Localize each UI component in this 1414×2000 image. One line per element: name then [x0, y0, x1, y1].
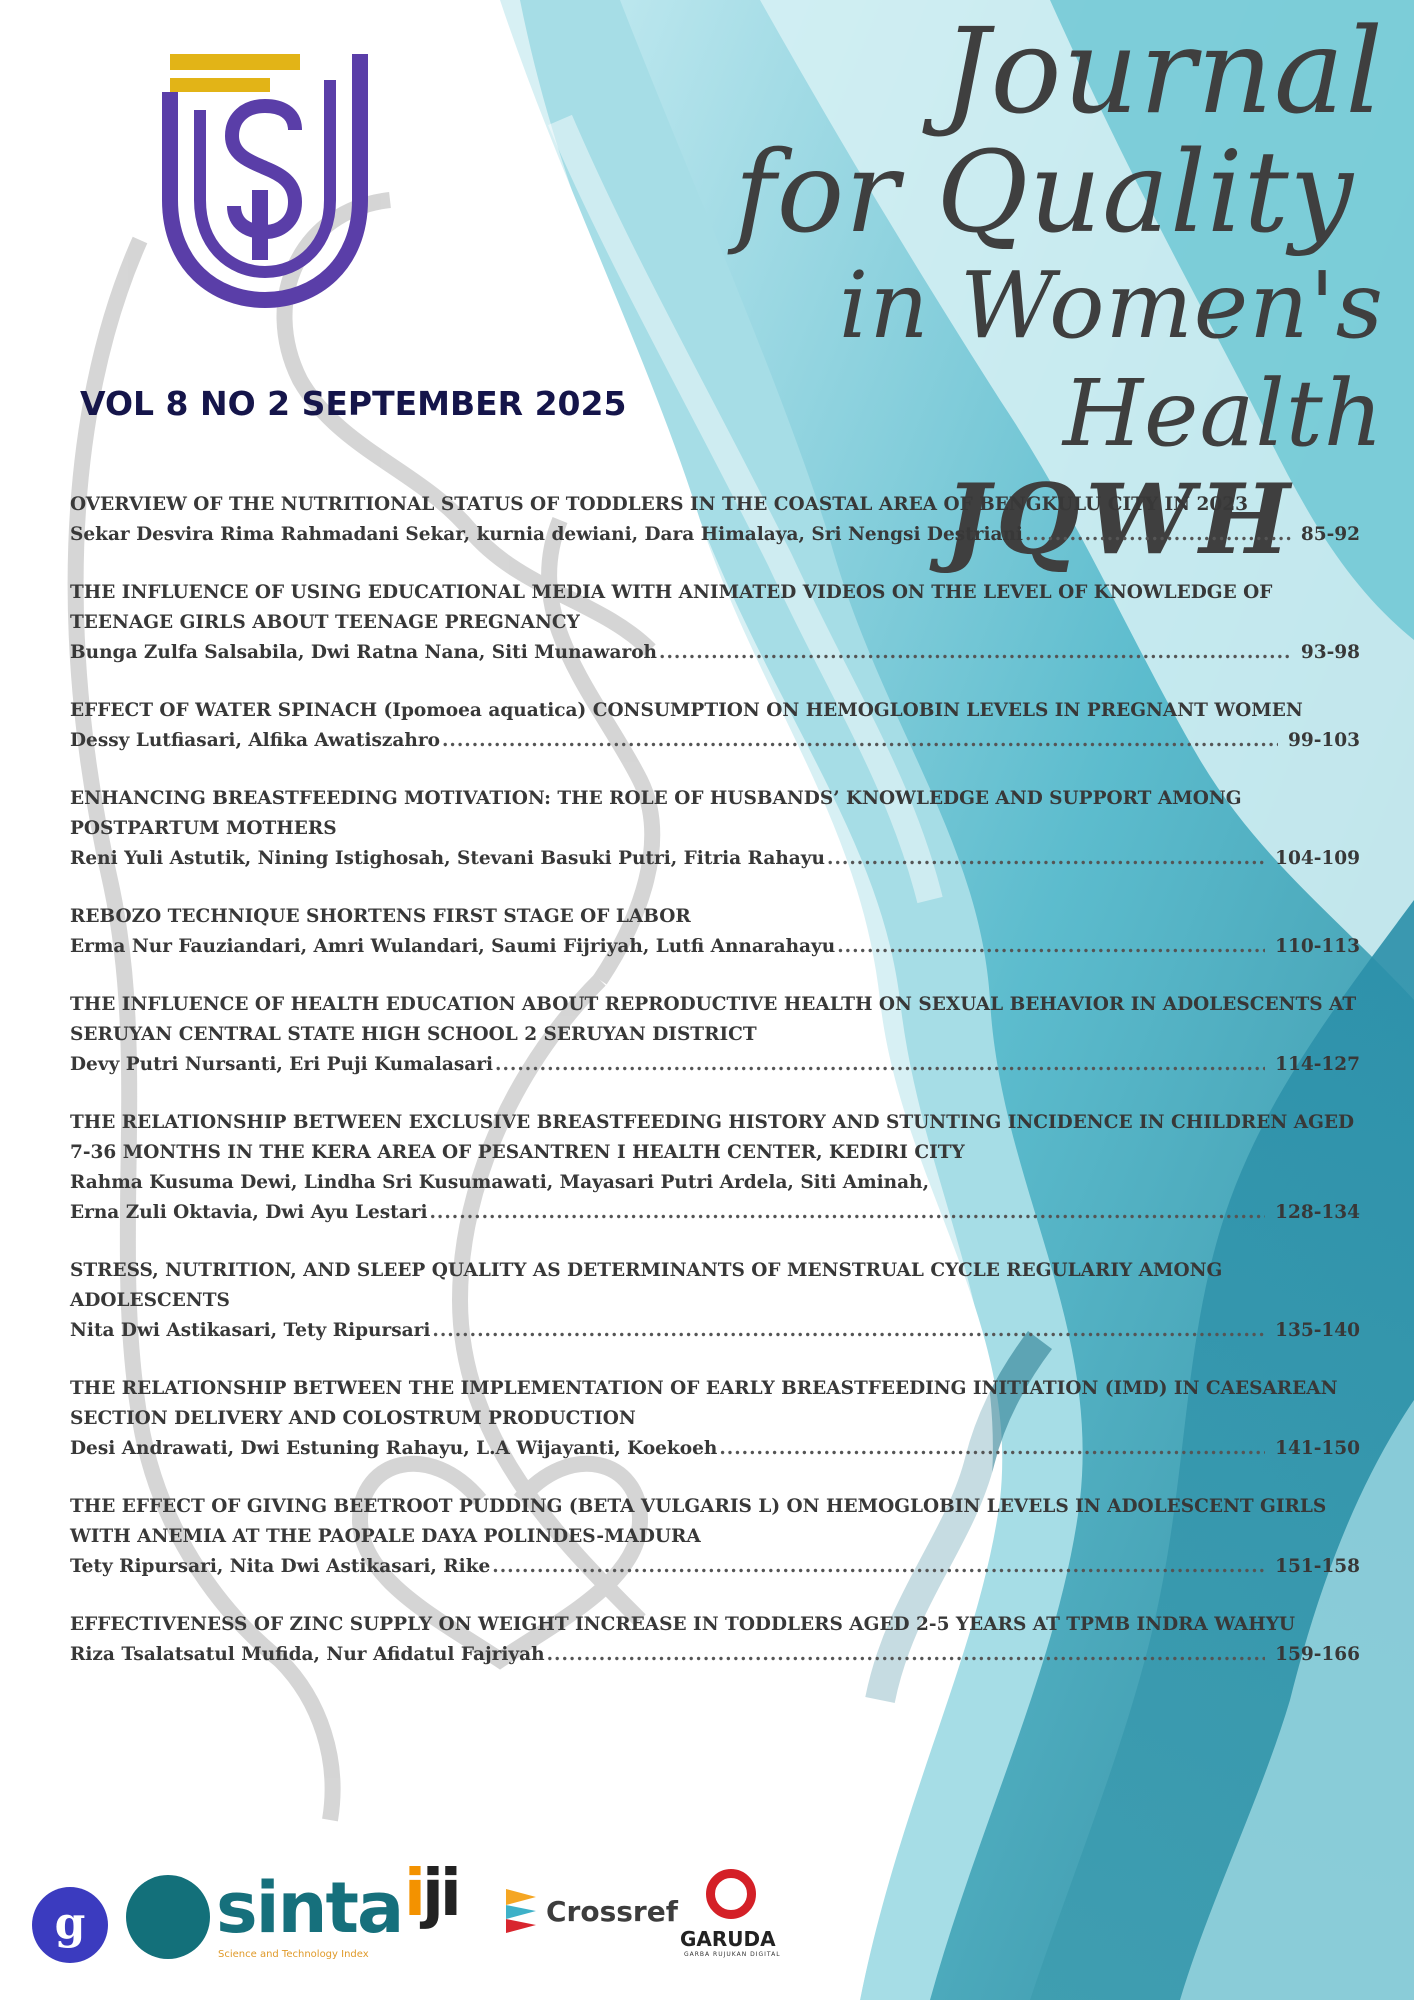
indexing-logos	[0, 1855, 820, 1975]
iji-logo-rest: ji	[421, 1857, 458, 1931]
article-pages: 159-166	[1275, 1644, 1360, 1665]
sinta-logo[interactable]: sinta	[216, 1867, 403, 1949]
article-pages: 93-98	[1300, 642, 1360, 663]
article-authors: Erna Zuli Oktavia, Dwi Ayu Lestari	[70, 1202, 428, 1223]
article-title[interactable]: THE RELATIONSHIP BETWEEN EXCLUSIVE BREASTFEEDING HISTORY AND STUNTING INCIDENCE IN CHILDREN AGED 7-36 MONTHS IN THE KERA AREA OF PESANTREN I HEALTH CENTER, KEDIRI CITY	[70, 1112, 1355, 1163]
toc-entry[interactable]	[70, 902, 1360, 962]
article-authors: Tety Ripursari, Nita Dwi Astikasari, Rike	[70, 1556, 491, 1577]
article-authors: Dessy Lutfiasari, Alfika Awatiszahro	[70, 730, 440, 751]
volume-issue: VOL 8 NO 2 SEPTEMBER 2025	[80, 384, 627, 423]
journal-acronym: JQWH	[944, 463, 1296, 576]
leader-dots	[659, 638, 1291, 668]
leader-dots	[1025, 520, 1291, 550]
article-pages: 135-140	[1275, 1320, 1360, 1341]
toc-entry[interactable]	[70, 1610, 1360, 1670]
toc-entry[interactable]	[70, 784, 1360, 874]
article-authors: Bunga Zulfa Salsabila, Dwi Ratna Nana, Siti Munawaroh	[70, 642, 657, 663]
article-title[interactable]: THE EFFECT OF GIVING BEETROOT PUDDING (BETA VULGARIS L) ON HEMOGLOBIN LEVELS IN ADOLESCENT GIRLS WITH ANEMIA AT THE PAOPALE DAYA POLINDES-MADURA	[70, 1496, 1327, 1547]
toc-entry[interactable]	[70, 1374, 1360, 1464]
leader-dots	[429, 1198, 1265, 1228]
article-authors: Sekar Desvira Rima Rahmadani Sekar, kurnia dewiani, Dara Himalaya, Sri Nengsi Destriani	[70, 524, 1023, 545]
article-pages: 99-103	[1287, 730, 1360, 751]
article-title[interactable]: THE INFLUENCE OF HEALTH EDUCATION ABOUT REPRODUCTIVE HEALTH ON SEXUAL BEHAVIOR IN ADOLESCENTS AT SERUYAN CENTRAL STATE HIGH SCHOOL 2 SERUYAN DISTRICT	[70, 994, 1357, 1045]
article-title[interactable]: OVERVIEW OF THE NUTRITIONAL STATUS OF TODDLERS IN THE COASTAL AREA OF BENGKULU CITY IN 2023	[70, 494, 1249, 515]
article-title[interactable]: ENHANCING BREASTFEEDING MOTIVATION: THE ROLE OF HUSBANDS’ KNOWLEDGE AND SUPPORT AMONG POSTPARTUM MOTHERS	[70, 788, 1242, 839]
journal-title-line-2: for Quality	[734, 128, 1354, 258]
iji-logo[interactable]	[404, 1857, 458, 1931]
google-scholar-logo[interactable]: g	[32, 1887, 108, 1963]
toc-entry[interactable]	[70, 1256, 1360, 1346]
article-pages: 114-127	[1275, 1054, 1360, 1075]
sinta-subtitle: Science and Technology Index	[218, 1949, 369, 1960]
article-pages: 141-150	[1275, 1438, 1360, 1459]
toc-entry[interactable]	[70, 1492, 1360, 1582]
leader-dots	[492, 1552, 1265, 1582]
sinta-emblem-icon	[126, 1875, 210, 1959]
leader-dots	[432, 1316, 1265, 1346]
toc-entry[interactable]	[70, 696, 1360, 756]
article-pages: 110-113	[1275, 936, 1360, 957]
article-title[interactable]: THE INFLUENCE OF USING EDUCATIONAL MEDIA WITH ANIMATED VIDEOS ON THE LEVEL OF KNOWLEDGE OF TEENAGE GIRLS ABOUT TEENAGE PREGNANCY	[70, 582, 1273, 633]
leader-dots	[837, 932, 1265, 962]
crossref-logo[interactable]	[508, 1895, 678, 1928]
article-title[interactable]: REBOZO TECHNIQUE SHORTENS FIRST STAGE OF LABOR	[70, 906, 691, 927]
article-authors: Desi Andrawati, Dwi Estuning Rahayu, L.A Wijayanti, Koekoeh	[70, 1438, 718, 1459]
garuda-subtitle: GARBA RUJUKAN DIGITAL	[684, 1951, 781, 1958]
article-title[interactable]: EFFECT OF WATER SPINACH (Ipomoea aquatica) CONSUMPTION ON HEMOGLOBIN LEVELS IN PREGNANT WOMEN	[70, 700, 1303, 721]
article-authors: Reni Yuli Astutik, Nining Istighosah, Stevani Basuki Putri, Fitria Rahayu	[70, 848, 825, 869]
iji-logo-i: i	[404, 1857, 422, 1931]
toc-entry[interactable]	[70, 490, 1360, 550]
article-authors: Nita Dwi Astikasari, Tety Ripursari	[70, 1320, 431, 1341]
garuda-emblem-icon	[706, 1869, 756, 1919]
article-pages: 128-134	[1275, 1202, 1360, 1223]
toc-entry[interactable]	[70, 578, 1360, 668]
journal-title-line-3: in Women's Health	[838, 252, 1384, 467]
article-authors: Devy Putri Nursanti, Eri Puji Kumalasari	[70, 1054, 494, 1075]
article-pages: 85-92	[1300, 524, 1360, 545]
garuda-logo[interactable]: GARUDA	[680, 1927, 776, 1951]
leader-dots	[719, 1434, 1265, 1464]
article-title[interactable]: EFFECTIVENESS OF ZINC SUPPLY ON WEIGHT INCREASE IN TODDLERS AGED 2-5 YEARS AT TPMB INDRA WAHYU	[70, 1614, 1296, 1635]
toc-entry[interactable]	[70, 990, 1360, 1080]
article-pages: 151-158	[1275, 1556, 1360, 1577]
journal-logo	[160, 50, 370, 310]
article-authors: Riza Tsalatsatul Mufida, Nur Afidatul Fajriyah	[70, 1644, 545, 1665]
leader-dots	[442, 726, 1278, 756]
leader-dots	[827, 844, 1265, 874]
article-authors: Erma Nur Fauziandari, Amri Wulandari, Saumi Fijriyah, Lutfi Annarahayu	[70, 936, 836, 957]
journal-title-line-1: Journal	[942, 2, 1384, 140]
toc-entry[interactable]	[70, 1108, 1360, 1228]
crossref-label: Crossref	[546, 1895, 678, 1928]
journal-title	[524, 2, 1384, 576]
leader-dots	[547, 1640, 1265, 1670]
leader-dots	[495, 1050, 1265, 1080]
article-title[interactable]: STRESS, NUTRITION, AND SLEEP QUALITY AS DETERMINANTS OF MENSTRUAL CYCLE REGULARIY AMONG ADOLESCENTS	[70, 1260, 1223, 1311]
table-of-contents	[70, 490, 1360, 1698]
article-title[interactable]: THE RELATIONSHIP BETWEEN THE IMPLEMENTATION OF EARLY BREASTFEEDING INITIATION (IMD) IN CAESAREAN SECTION DELIVERY AND COLOSTRUM PRODUCTION	[70, 1378, 1338, 1429]
article-authors-line-1: Rahma Kusuma Dewi, Lindha Sri Kusumawati, Mayasari Putri Ardela, Siti Aminah,	[70, 1172, 930, 1193]
article-pages: 104-109	[1275, 848, 1360, 869]
